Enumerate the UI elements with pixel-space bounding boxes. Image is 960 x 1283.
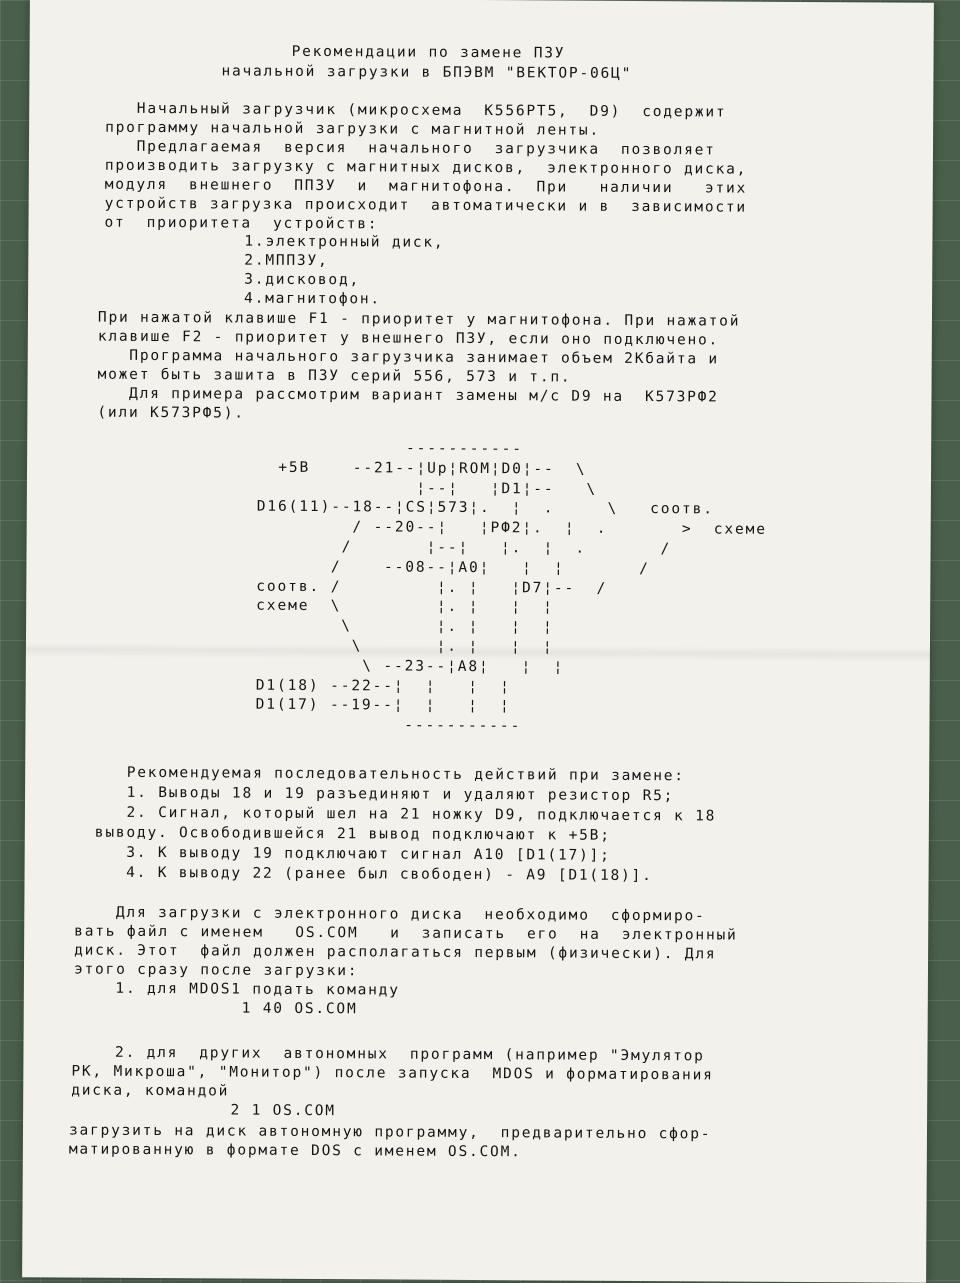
intro-line: Предлагаемая версия начального загрузчика позволяет (104, 138, 716, 159)
diagram-line: \ --23--¦A8¦ ¦ ¦ (255, 657, 565, 676)
disk-line: 2 1 OS.COM (83, 1101, 336, 1120)
disk-line: матированную в формате DOS с именем OS.COM. (68, 1141, 522, 1161)
keys-line: может быть зашита в ПЗУ серий 556, 573 и т.п. (97, 366, 572, 386)
disk-line: 1 40 OS.COM (83, 999, 358, 1018)
intro-line: программу начальной загрузки с магнитной ленты. (105, 119, 601, 139)
priority-item: 2.МППЗУ, (244, 252, 329, 270)
priority-item: 3.дисковод, (244, 271, 361, 289)
diagram-line: / ¦--¦ ¦. ¦ . / (256, 538, 672, 558)
disk-line: диска, командой (71, 1082, 230, 1100)
diagram-line: ¦--¦ ¦D1¦-- \ (256, 479, 598, 498)
steps-line: 4. К выводу 22 (ранее был свободен) - A9 [D1(18)]. (94, 864, 653, 885)
intro-line: модуля внешнего ППЗУ и магнитофона. При наличии этих (104, 176, 748, 197)
intro-line: от приоритета устройств: (104, 214, 379, 233)
diagram-line: D1(17) --19--¦ ¦ ¦ ¦ (255, 697, 511, 715)
steps-line: 3. К выводу 19 подключают сигнал A10 [D1(17)]; (94, 844, 611, 864)
rom-pinout-diagram (255, 439, 767, 739)
diagram-line: соотв. / ¦. ¦ ¦D7¦-- / (256, 578, 608, 597)
disk-line: 1. для MDOS1 подать команду (83, 980, 400, 999)
steps-line: Рекомендуемая последовательность действий при замене: (95, 764, 685, 785)
steps-line: 1. Выводы 18 и 19 разъединяют и удаляют резистор R5; (95, 784, 675, 805)
diagram-line: схеме \ ¦. ¦ ¦ ¦ (256, 598, 554, 616)
steps-line: 2. Сигнал, который шел на 21 ножку D9, подключается к 18 (94, 804, 717, 825)
disk-line: этого сразу после загрузки: (73, 961, 359, 980)
keys-line: клавише F2 - приоритет у внешнего ПЗУ, если оно подключено. (97, 328, 720, 349)
diagram-line: D16(11)--18--¦CS¦573¦. ¦ . \ соотв. (256, 499, 714, 518)
disk-line: РК, Микроша", "Монитор") после запуска MDOS и форматирования (71, 1063, 714, 1084)
keys-line: Программа начального загрузчика занимает объем 2Кбайта и (97, 347, 720, 368)
keys-line: (или К573РФ5). (97, 404, 245, 422)
intro-line: производить загрузку с магнитных дисков, электронного диска, (104, 157, 748, 178)
diagram-line: \ ¦. ¦ ¦ ¦ (256, 617, 554, 636)
priority-item: 4.магнитофон. (244, 290, 382, 308)
keys-line: При нажатой клавише F1 - приоритет у магнитофона. При нажатой (97, 309, 741, 330)
diagram-line: \ ¦. ¦ ¦ ¦ (255, 637, 554, 656)
intro-line: Начальный загрузчик (микросхема К556РТ5, D9) содержит (105, 100, 727, 121)
disk-line: Для загрузки с электронного диска необходимо сформиро- (84, 904, 706, 925)
diagram-line: / --08--¦A0¦ ¦ ¦ / (256, 558, 650, 577)
disk-line: вать файл с именем OS.COM и записать его на электронный (74, 923, 738, 944)
diagram-line: ----------- (257, 439, 523, 458)
intro-line: устройств загрузка происходит автоматически и в зависимости (104, 195, 748, 216)
disk-line: загрузить на диск автономную программу, предварительно сфор- (68, 1122, 712, 1143)
diagram-line: / --20--¦ ¦РФ2¦. ¦ . > схеме (256, 518, 767, 538)
document-title-line-1: Рекомендации по замене ПЗУ (291, 43, 566, 62)
paper-sheet (22, 0, 934, 1283)
priority-item: 1.электронный диск, (244, 233, 445, 251)
diagram-line: D1(18) --22--¦ ¦ ¦ ¦ (255, 677, 511, 695)
disk-line: диск. Этот файл должен располагаться первым (физически). Для (74, 942, 717, 963)
disk-line: 2. для других автономных программ (например "Эмулятор (83, 1044, 705, 1065)
steps-line: выводу. Освободившейся 21 вывод подключают к +5В; (94, 824, 611, 844)
document-title-line-2: начальной загрузки в БПЭВМ "ВЕКТОР-06Ц" (221, 63, 633, 82)
keys-line: Для примера рассмотрим вариант замены м/с D9 на К573РФ2 (97, 385, 719, 406)
diagram-line: +5В --21--¦Up¦ROM¦D0¦-- \ (257, 459, 587, 478)
diagram-line: ----------- (255, 716, 522, 735)
